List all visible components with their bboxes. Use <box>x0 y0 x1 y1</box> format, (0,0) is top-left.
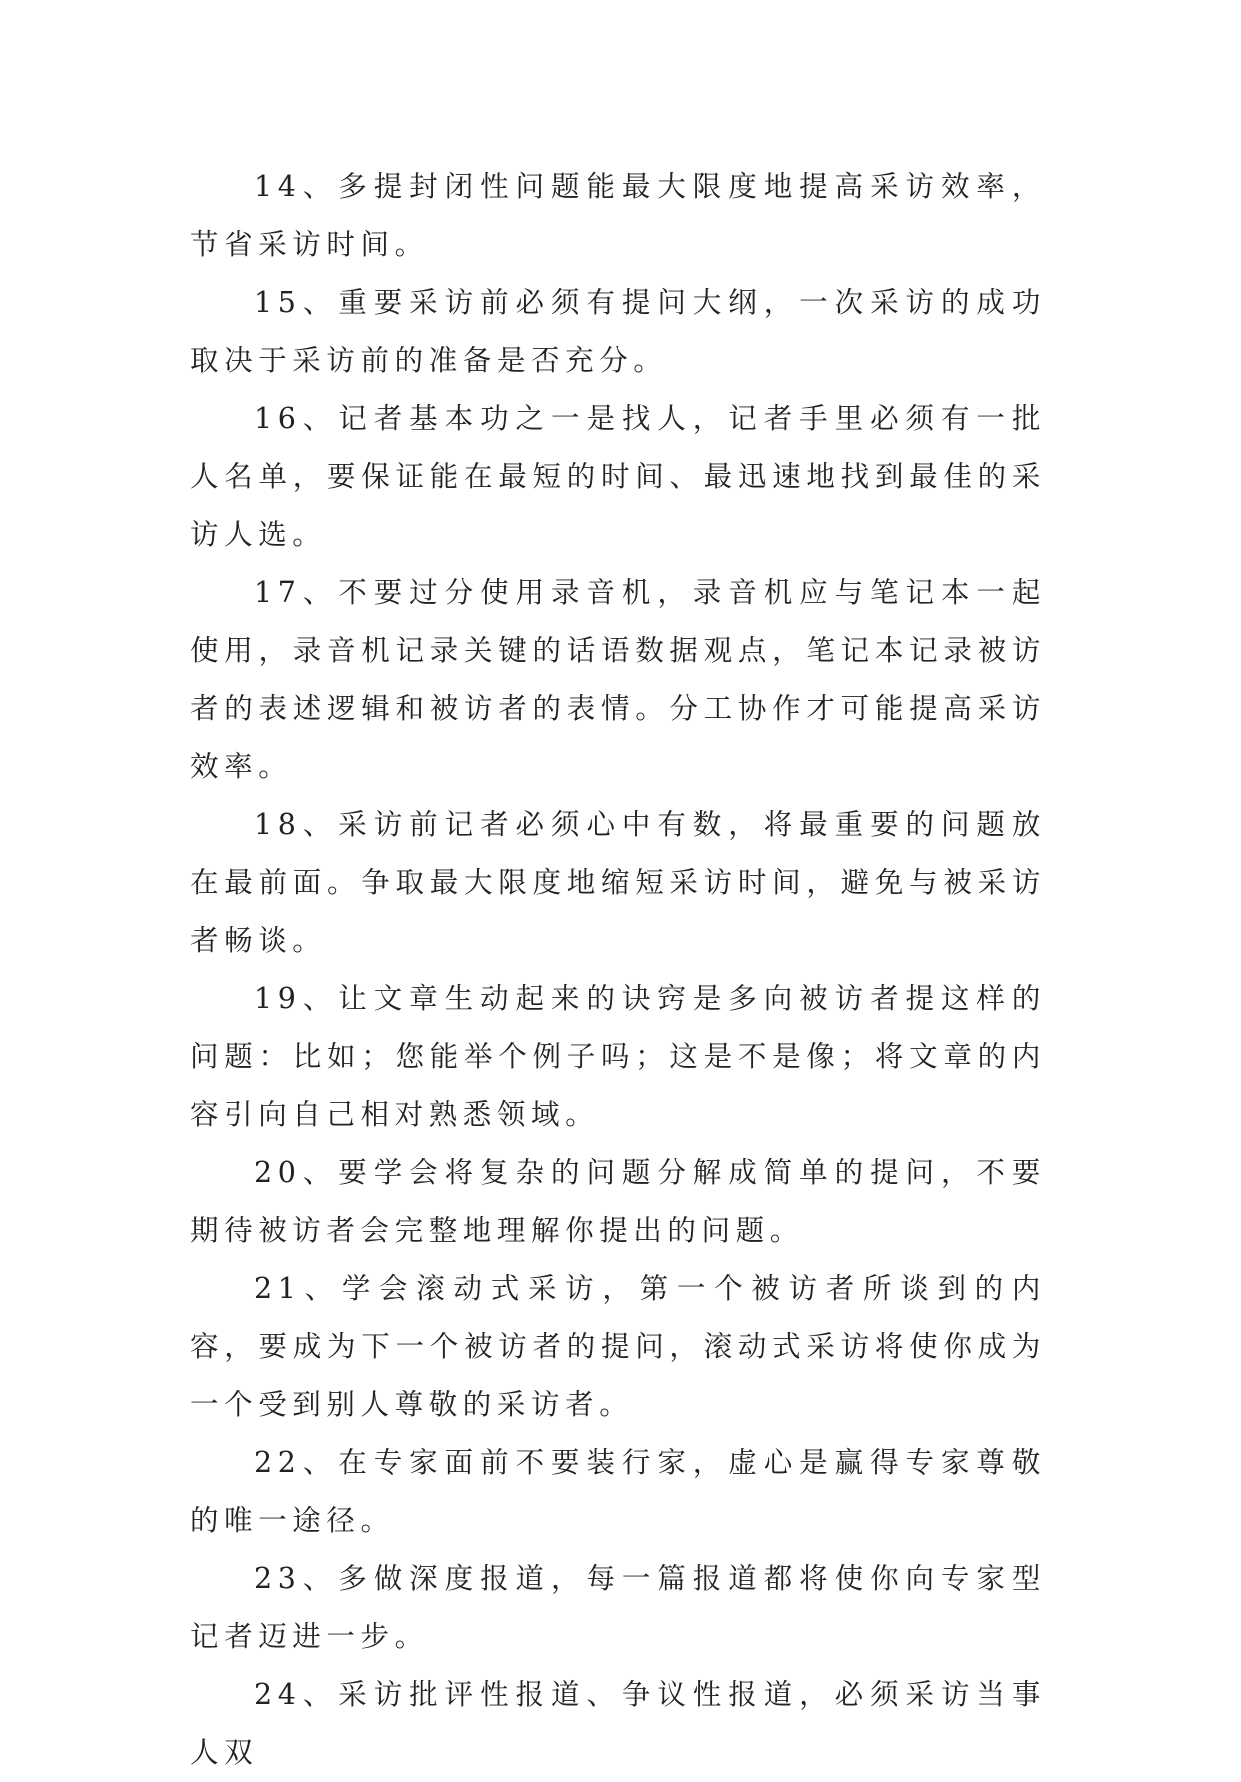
paragraph-14: 14、多提封闭性问题能最大限度地提高采访效率，节省采访时间。 <box>190 170 1046 261</box>
paragraph-23: 23、多做深度报道，每一篇报道都将使你向专家型记者迈进一步。 <box>190 1562 1046 1653</box>
paragraph-24: 24、采访批评性报道、争议性报道，必须采访当事人双 <box>190 1678 1046 1769</box>
paragraph-16: 16、记者基本功之一是找人，记者手里必须有一批人名单，要保证能在最短的时间、最迅速地找到最佳的采访人选。 <box>190 402 1046 551</box>
paragraph-18: 18、采访前记者必须心中有数，将最重要的问题放在最前面。争取最大限度地缩短采访时间，避免与被采访者畅谈。 <box>190 808 1046 957</box>
paragraph-17: 17、不要过分使用录音机，录音机应与笔记本一起使用，录音机记录关键的话语数据观点，笔记本记录被访者的表述逻辑和被访者的表情。分工协作才可能提高采访效率。 <box>190 576 1046 783</box>
document-body <box>190 158 1046 1782</box>
paragraph-15: 15、重要采访前必须有提问大纲，一次采访的成功取决于采访前的准备是否充分。 <box>190 286 1046 377</box>
paragraph-22: 22、在专家面前不要装行家，虚心是赢得专家尊敬的唯一途径。 <box>190 1446 1046 1537</box>
paragraph-20: 20、要学会将复杂的问题分解成简单的提问，不要期待被访者会完整地理解你提出的问题。 <box>190 1156 1046 1247</box>
paragraph-21: 21、学会滚动式采访，第一个被访者所谈到的内容，要成为下一个被访者的提问，滚动式采访将使你成为一个受到别人尊敬的采访者。 <box>190 1272 1046 1421</box>
paragraph-19: 19、让文章生动起来的诀窍是多向被访者提这样的问题：比如；您能举个例子吗；这是不是像；将文章的内容引向自己相对熟悉领域。 <box>190 982 1046 1131</box>
